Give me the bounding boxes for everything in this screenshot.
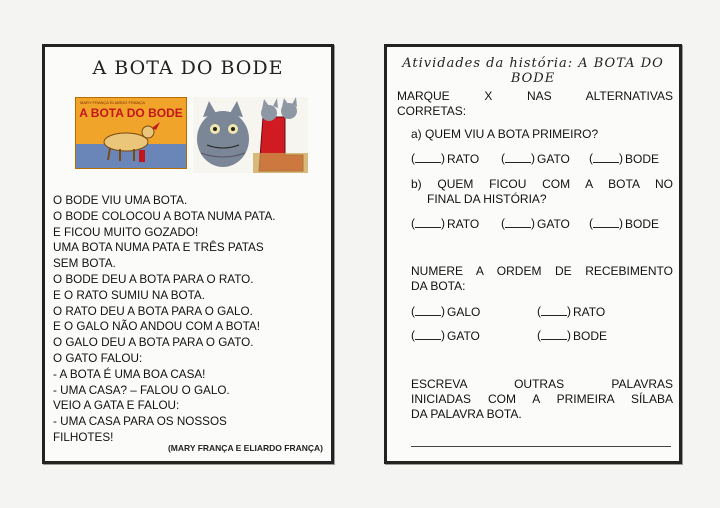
answer-blank[interactable] <box>415 329 441 340</box>
story-line: - UMA CASA? – FALOU O GALO. <box>53 383 230 397</box>
answer-blank[interactable] <box>541 329 567 340</box>
story-title: A BOTA DO BODE <box>92 57 284 79</box>
story-line: UMA BOTA NUMA PATA E TRÊS PATAS <box>53 241 264 255</box>
goat-illustration <box>76 98 186 168</box>
option-gato[interactable]: ( ) GATO <box>505 152 570 166</box>
story-line: O BODE VIU UMA BOTA. <box>53 194 188 207</box>
question-a: a) QUEM VIU A BOTA PRIMEIRO? <box>411 127 599 141</box>
story-line: VEIO A GATA E FALOU: <box>53 399 180 413</box>
activities-card <box>384 44 682 464</box>
story-line: O RATO DEU A BOTA PARA O GALO. <box>53 304 253 318</box>
story-line: E O GALO NÃO ANDOU COM A BOTA! <box>53 320 260 334</box>
story-line: O BODE DEU A BOTA PARA O RATO. <box>53 272 254 286</box>
write-instruction-line-2: INICIADAS COM A PRIMEIRA SÍLABA <box>411 392 673 406</box>
instruction-line-1: MARQUE X NAS ALTERNATIVAS <box>397 89 673 103</box>
option-bode[interactable]: ( ) BODE <box>593 217 659 231</box>
story-line: O GALO DEU A BOTA PARA O GATO. <box>53 336 254 350</box>
story-line: O BODE COLOCOU A BOTA NUMA PATA. <box>53 209 276 223</box>
story-line: SEM BOTA. <box>53 257 116 271</box>
story-card <box>42 44 334 464</box>
answer-blank[interactable] <box>415 305 441 316</box>
question-b-line-1: b) QUEM FICOU COM A BOTA NO <box>411 177 673 191</box>
instruction-line-2: CORRETAS: <box>397 104 467 118</box>
order-instruction-line-2: DA BOTA: <box>411 279 466 293</box>
answer-blank[interactable] <box>593 152 619 163</box>
story-credit: (MARY FRANÇA E ELIARDO FRANÇA) <box>167 443 323 453</box>
story-text <box>53 193 333 446</box>
story-line: - UMA CASA PARA OS NOSSOS <box>53 415 227 429</box>
order-instruction-line-1: NUMERE A ORDEM DE RECEBIMENTO <box>411 264 673 278</box>
story-line: - A BOTA É UMA BOA CASA! <box>53 367 206 381</box>
answer-blank[interactable] <box>415 152 441 163</box>
question-b-line-2: FINAL DA HISTÓRIA? <box>427 192 547 206</box>
option-bode[interactable]: ( ) BODE <box>593 152 659 166</box>
cover-authors: MARY FRANÇA ELIARDO FRANÇA <box>80 100 145 105</box>
cover-title: A BOTA DO BODE <box>79 106 183 120</box>
option-gato[interactable]: ( ) GATO <box>505 217 570 231</box>
order-option-gato[interactable]: ( )GATO <box>415 329 480 343</box>
order-option-galo[interactable]: ( )GALO <box>415 305 480 319</box>
cats-in-boot-illustration <box>193 97 308 173</box>
book-cover-image <box>75 97 187 169</box>
order-option-bode[interactable]: ( ) BODE <box>541 329 607 343</box>
write-instruction-line-3: DA PALAVRA BOTA. <box>411 407 522 421</box>
answer-line[interactable] <box>411 446 671 447</box>
write-instruction-line-1: ESCREVA OUTRAS PALAVRAS <box>411 377 673 391</box>
answer-blank[interactable] <box>505 152 531 163</box>
story-line: E FICOU MUITO GOZADO! <box>53 225 199 239</box>
story-line: FILHOTES! <box>53 430 114 444</box>
answer-blank[interactable] <box>415 217 441 228</box>
order-option-rato[interactable]: ( ) RATO <box>541 305 605 319</box>
story-line: E O RATO SUMIU NA BOTA. <box>53 288 205 302</box>
activities-title: Atividades da história: A BOTA DO BODE <box>402 56 664 86</box>
answer-blank[interactable] <box>505 217 531 228</box>
option-rato[interactable]: ( )RATO <box>415 217 479 231</box>
answer-blank[interactable] <box>541 305 567 316</box>
story-line: O GATO FALOU: <box>53 351 143 365</box>
option-rato[interactable]: ( )RATO <box>415 152 479 166</box>
answer-blank[interactable] <box>593 217 619 228</box>
